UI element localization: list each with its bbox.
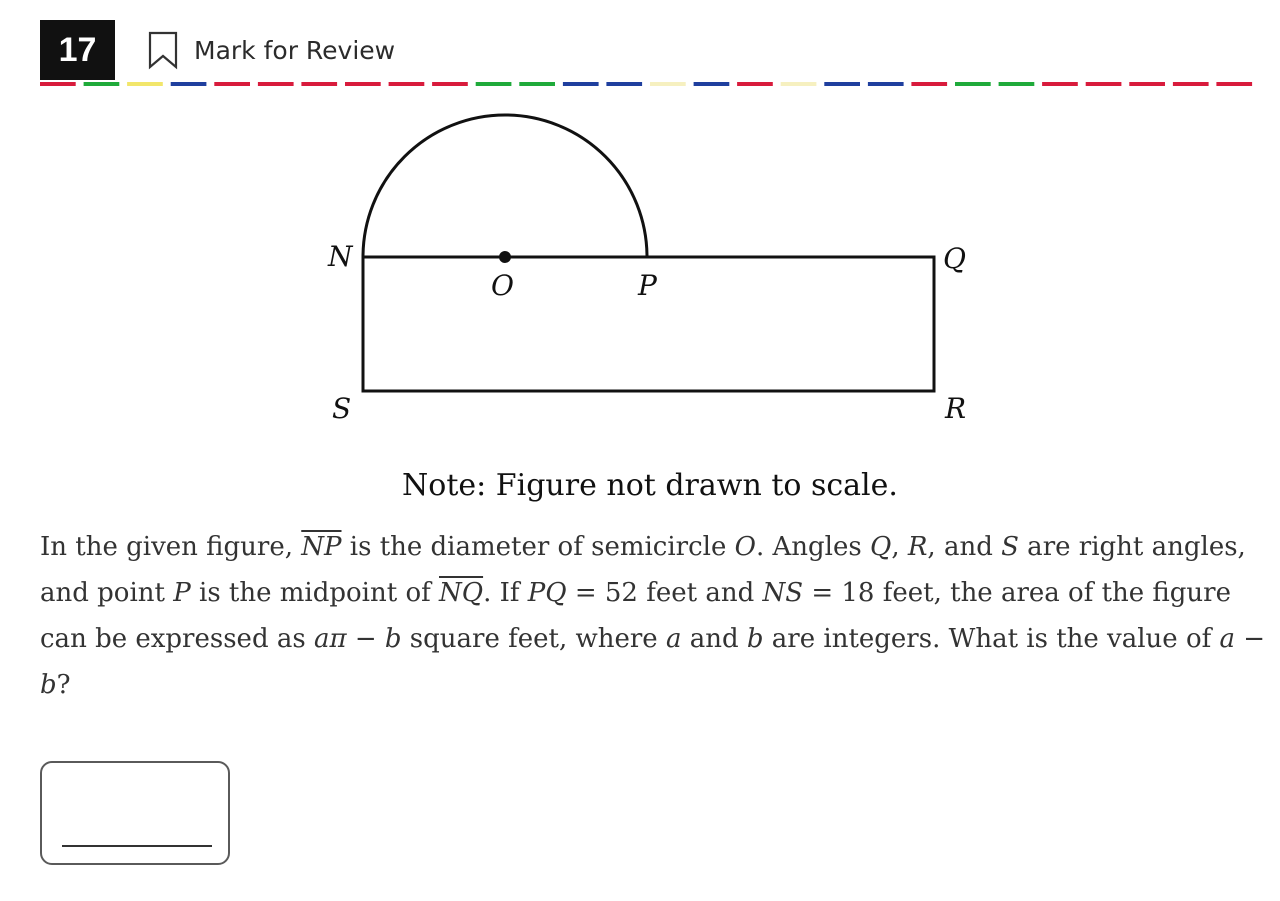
divider-dash bbox=[1173, 82, 1209, 86]
divider-dash bbox=[476, 82, 512, 86]
question-text-part: In the given figure, bbox=[40, 532, 302, 562]
header-divider bbox=[40, 82, 1260, 86]
divider-dash bbox=[606, 82, 642, 86]
semicircle-arc bbox=[363, 115, 647, 257]
expression-a-minus-b: a − b bbox=[40, 624, 1266, 700]
question-text-part: and bbox=[681, 624, 747, 654]
var-s: S bbox=[1001, 532, 1019, 562]
answer-underline bbox=[62, 845, 212, 847]
divider-dash bbox=[127, 82, 163, 86]
divider-dash bbox=[1086, 82, 1122, 86]
divider-dash bbox=[737, 82, 773, 86]
question-text-part: = 52 feet and bbox=[566, 578, 763, 608]
label-q: Q bbox=[943, 242, 966, 275]
label-s: S bbox=[332, 392, 352, 425]
figure-note: Note: Figure not drawn to scale. bbox=[402, 468, 898, 503]
question-text-part: square feet, where bbox=[401, 624, 666, 654]
divider-dash bbox=[84, 82, 120, 86]
var-ns: NS bbox=[762, 578, 804, 608]
question-text-part: , and bbox=[927, 532, 1002, 562]
divider-dash bbox=[1216, 82, 1252, 86]
divider-dash bbox=[781, 82, 817, 86]
label-p: P bbox=[638, 269, 657, 302]
divider-dash bbox=[694, 82, 730, 86]
label-o: O bbox=[491, 269, 514, 302]
question-text-part: , bbox=[891, 532, 908, 562]
var-a: a bbox=[665, 624, 682, 654]
divider-dash bbox=[258, 82, 294, 86]
divider-dash bbox=[868, 82, 904, 86]
divider-dash bbox=[824, 82, 860, 86]
label-n: N bbox=[328, 240, 353, 273]
question-text bbox=[40, 524, 1270, 708]
question-text-part: are integers. What is the value of bbox=[763, 624, 1220, 654]
question-text-part: are right angles, and point bbox=[40, 532, 1246, 608]
center-point-o bbox=[499, 251, 511, 263]
var-p: P bbox=[173, 578, 191, 608]
divider-dash bbox=[1129, 82, 1165, 86]
divider-dash bbox=[301, 82, 337, 86]
question-text-part: ? bbox=[56, 670, 71, 700]
question-text-part: is the midpoint of bbox=[190, 578, 439, 608]
answer-input[interactable] bbox=[62, 793, 214, 845]
question-header bbox=[40, 20, 395, 80]
divider-dash bbox=[345, 82, 381, 86]
mark-for-review-button[interactable] bbox=[147, 20, 395, 80]
divider-dash bbox=[1042, 82, 1078, 86]
divider-dash bbox=[214, 82, 250, 86]
divider-dash bbox=[999, 82, 1035, 86]
expression-api-minus-b: aπ − b bbox=[313, 624, 402, 654]
answer-box[interactable] bbox=[40, 761, 230, 865]
divider-dash bbox=[171, 82, 207, 86]
question-text-part: . If bbox=[483, 578, 528, 608]
geometry-figure bbox=[300, 100, 1000, 430]
divider-dash bbox=[432, 82, 468, 86]
var-b: b bbox=[746, 624, 764, 654]
segment-nq: $\overline{NQ}$ bbox=[439, 578, 484, 608]
divider-dash bbox=[40, 82, 76, 86]
question-text-part: . Angles bbox=[755, 532, 870, 562]
question-text-part: is the diameter of semicircle bbox=[341, 532, 735, 562]
divider-dash bbox=[650, 82, 686, 86]
divider-dash bbox=[519, 82, 555, 86]
label-r: R bbox=[945, 392, 967, 425]
var-r: R bbox=[907, 532, 928, 562]
question-number: 17 bbox=[40, 20, 115, 80]
var-q: Q bbox=[869, 532, 892, 562]
divider-dash bbox=[389, 82, 425, 86]
divider-dash bbox=[911, 82, 947, 86]
var-pq: PQ bbox=[527, 578, 567, 608]
question-text-part: = 18 feet, the area of the figure can be expressed as bbox=[40, 578, 1231, 654]
var-o: O bbox=[734, 532, 756, 562]
bookmark-icon bbox=[147, 30, 179, 70]
divider-dash bbox=[563, 82, 599, 86]
divider-dash bbox=[955, 82, 991, 86]
mark-for-review-label: Mark for Review bbox=[194, 35, 396, 65]
segment-np: $\overline{NP}$ bbox=[301, 532, 342, 562]
